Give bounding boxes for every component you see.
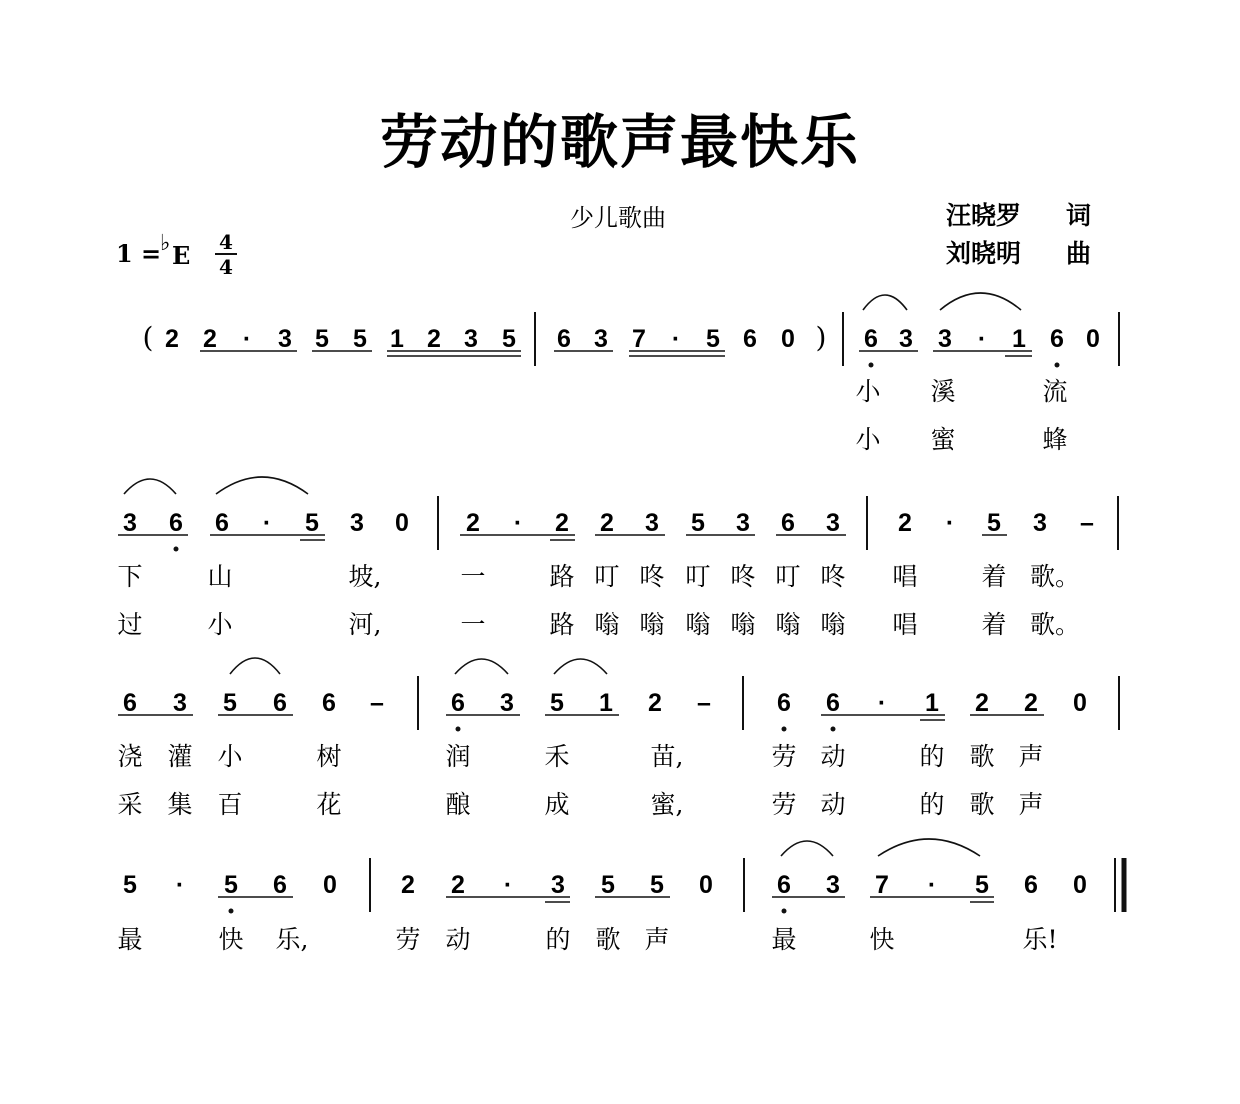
lyric-syllable: 小 bbox=[855, 425, 881, 454]
note: 6 bbox=[451, 689, 465, 717]
lyric-syllable: 流 bbox=[1042, 377, 1068, 406]
note: 0 bbox=[1073, 871, 1087, 899]
note: 1 bbox=[925, 689, 939, 717]
note: 2 bbox=[555, 509, 569, 537]
lyric-syllable: 采 bbox=[117, 790, 143, 819]
note: 3 bbox=[500, 689, 514, 717]
dotted-rhythm: · bbox=[242, 325, 252, 353]
song-title: 劳动的歌声最快乐 bbox=[379, 108, 861, 176]
note: 6 bbox=[781, 509, 795, 537]
note: 6 bbox=[215, 509, 229, 537]
lyric-syllable: 动 bbox=[445, 925, 471, 954]
lyric-syllable: 最 bbox=[117, 925, 143, 954]
note: 6 bbox=[826, 689, 840, 717]
lyric-syllable: 嗡 bbox=[820, 610, 846, 639]
lyric-syllable: 山 bbox=[207, 562, 233, 591]
lyric-syllable: 声 bbox=[644, 925, 670, 954]
note: 2 bbox=[451, 871, 465, 899]
dotted-rhythm: · bbox=[927, 871, 937, 899]
lyric-syllable: 最 bbox=[771, 925, 797, 954]
dotted-rhythm: · bbox=[877, 689, 887, 717]
note: 6 bbox=[322, 689, 336, 717]
lyric-syllable: 百 bbox=[217, 790, 243, 819]
note: 6 bbox=[273, 871, 287, 899]
note: 5 bbox=[353, 325, 367, 353]
composer-role: 曲 bbox=[1066, 239, 1092, 268]
lyric-syllable: 成 bbox=[544, 790, 570, 819]
dotted-rhythm: · bbox=[977, 325, 987, 353]
note: 3 bbox=[645, 509, 659, 537]
score-row bbox=[117, 477, 1118, 639]
note: 7 bbox=[632, 325, 646, 353]
note: 3 bbox=[350, 509, 364, 537]
lyric-syllable: 嗡 bbox=[685, 610, 711, 639]
lyric-syllable: 乐, bbox=[275, 925, 309, 954]
sustain-dash: – bbox=[370, 689, 384, 717]
note: 6 bbox=[1024, 871, 1038, 899]
note: 5 bbox=[315, 325, 329, 353]
lyric-syllable: 河, bbox=[348, 610, 382, 639]
dotted-rhythm: · bbox=[945, 509, 955, 537]
lyric-syllable: 一 bbox=[460, 562, 486, 591]
parenthesis: ( bbox=[142, 321, 154, 354]
lyric-syllable: 歌 bbox=[595, 925, 621, 954]
lyric-syllable: 禾 bbox=[544, 742, 570, 771]
note: 3 bbox=[826, 871, 840, 899]
dotted-rhythm: · bbox=[503, 871, 513, 899]
lyric-syllable: 小 bbox=[217, 742, 243, 771]
sustain-dash: – bbox=[697, 689, 711, 717]
note: 1 bbox=[1012, 325, 1026, 353]
lyric-syllable: 一 bbox=[460, 610, 486, 639]
note: 3 bbox=[594, 325, 608, 353]
note: 5 bbox=[691, 509, 705, 537]
note: 2 bbox=[427, 325, 441, 353]
slur bbox=[940, 293, 1021, 310]
lyric-syllable: 歌 bbox=[969, 790, 995, 819]
lyric-syllable: 的 bbox=[545, 925, 571, 954]
lyric-syllable: 声 bbox=[1018, 742, 1044, 771]
lyric-syllable: 劳 bbox=[771, 742, 797, 771]
lyric-syllable: 溪 bbox=[930, 377, 956, 406]
parenthesis: ) bbox=[815, 321, 827, 354]
lyric-syllable: 的 bbox=[919, 790, 945, 819]
lyric-syllable: 声 bbox=[1018, 790, 1044, 819]
note: 0 bbox=[781, 325, 795, 353]
lyric-syllable: 蜜 bbox=[930, 425, 956, 454]
slur bbox=[230, 658, 280, 674]
low-octave-dot bbox=[831, 727, 836, 732]
note: 0 bbox=[395, 509, 409, 537]
lyric-syllable: 小 bbox=[207, 610, 233, 639]
lyric-syllable: 小 bbox=[855, 377, 881, 406]
lyric-syllable: 劳 bbox=[395, 925, 421, 954]
note: 2 bbox=[466, 509, 480, 537]
lyric-syllable: 浇 bbox=[117, 742, 143, 771]
note: 0 bbox=[323, 871, 337, 899]
low-octave-dot bbox=[869, 363, 874, 368]
lyric-syllable: 集 bbox=[167, 790, 193, 819]
slur bbox=[216, 477, 308, 494]
lyricist-role: 词 bbox=[1066, 201, 1092, 230]
lyric-syllable: 咚 bbox=[730, 562, 756, 591]
note: 6 bbox=[777, 871, 791, 899]
score-row bbox=[143, 293, 1119, 454]
note: 5 bbox=[601, 871, 615, 899]
lyric-syllable: 叮 bbox=[685, 562, 711, 591]
note: 0 bbox=[1086, 325, 1100, 353]
dotted-rhythm: · bbox=[671, 325, 681, 353]
note: 5 bbox=[987, 509, 1001, 537]
lyric-syllable: 过 bbox=[117, 610, 143, 639]
time-signature-bottom: 4 bbox=[219, 255, 233, 279]
lyric-syllable: 嗡 bbox=[730, 610, 756, 639]
composer-name: 刘晓明 bbox=[946, 239, 1022, 268]
key-tonic: E bbox=[172, 241, 191, 270]
lyric-syllable: 叮 bbox=[594, 562, 620, 591]
lyric-syllable: 酿 bbox=[445, 790, 471, 819]
slur bbox=[863, 295, 907, 310]
note: 2 bbox=[898, 509, 912, 537]
lyric-syllable: 咚 bbox=[820, 562, 846, 591]
note: 3 bbox=[123, 509, 137, 537]
slur bbox=[455, 659, 508, 674]
note: 2 bbox=[648, 689, 662, 717]
low-octave-dot bbox=[782, 909, 787, 914]
note: 6 bbox=[743, 325, 757, 353]
lyric-syllable: 灌 bbox=[167, 742, 193, 771]
lyric-syllable: 蜜, bbox=[650, 790, 684, 819]
lyric-syllable: 咚 bbox=[639, 562, 665, 591]
note: 1 bbox=[599, 689, 613, 717]
note: 2 bbox=[975, 689, 989, 717]
low-octave-dot bbox=[174, 547, 179, 552]
lyric-syllable: 着 bbox=[981, 562, 1007, 591]
lyric-syllable: 唱 bbox=[892, 610, 918, 639]
sustain-dash: – bbox=[1080, 509, 1094, 537]
note: 3 bbox=[736, 509, 750, 537]
note: 1 bbox=[390, 325, 404, 353]
note: 3 bbox=[173, 689, 187, 717]
note: 2 bbox=[203, 325, 217, 353]
note: 7 bbox=[875, 871, 889, 899]
low-octave-dot bbox=[456, 727, 461, 732]
note: 6 bbox=[864, 325, 878, 353]
lyric-syllable: 乐! bbox=[1022, 925, 1058, 954]
note: 0 bbox=[1073, 689, 1087, 717]
song-genre: 少儿歌曲 bbox=[570, 204, 666, 232]
note: 3 bbox=[899, 325, 913, 353]
lyric-syllable: 下 bbox=[117, 562, 143, 591]
time-signature-top: 4 bbox=[219, 230, 233, 254]
lyric-syllable: 叮 bbox=[775, 562, 801, 591]
lyric-syllable: 动 bbox=[820, 790, 846, 819]
note: 2 bbox=[401, 871, 415, 899]
note: 3 bbox=[278, 325, 292, 353]
slur bbox=[554, 659, 607, 674]
note: 5 bbox=[224, 871, 238, 899]
note: 6 bbox=[273, 689, 287, 717]
score-row bbox=[117, 658, 1119, 819]
lyric-syllable: 路 bbox=[549, 610, 575, 639]
slur bbox=[124, 479, 176, 494]
dotted-rhythm: · bbox=[175, 871, 185, 899]
lyric-syllable: 唱 bbox=[892, 562, 918, 591]
note: 5 bbox=[223, 689, 237, 717]
note: 5 bbox=[975, 871, 989, 899]
lyric-syllable: 快 bbox=[869, 925, 895, 954]
lyric-syllable: 坡, bbox=[348, 562, 382, 591]
low-octave-dot bbox=[1055, 363, 1060, 368]
note: 6 bbox=[557, 325, 571, 353]
key-flat: ♭ bbox=[160, 230, 171, 256]
score-rows bbox=[117, 293, 1124, 954]
note: 5 bbox=[650, 871, 664, 899]
note: 3 bbox=[551, 871, 565, 899]
slur bbox=[781, 841, 833, 856]
note: 3 bbox=[464, 325, 478, 353]
slur bbox=[878, 839, 980, 856]
note: 2 bbox=[600, 509, 614, 537]
lyric-syllable: 蜂 bbox=[1042, 425, 1068, 454]
lyric-syllable: 嗡 bbox=[594, 610, 620, 639]
lyric-syllable: 路 bbox=[549, 562, 575, 591]
lyric-syllable: 歌 bbox=[969, 742, 995, 771]
note: 5 bbox=[502, 325, 516, 353]
score-row bbox=[117, 839, 1124, 954]
lyric-syllable: 动 bbox=[820, 742, 846, 771]
note: 6 bbox=[123, 689, 137, 717]
lyricist-name: 汪晓罗 bbox=[946, 201, 1022, 230]
lyric-syllable: 歌。 bbox=[1029, 610, 1081, 639]
note: 5 bbox=[550, 689, 564, 717]
note: 5 bbox=[706, 325, 720, 353]
lyric-syllable: 嗡 bbox=[775, 610, 801, 639]
note: 0 bbox=[699, 871, 713, 899]
low-octave-dot bbox=[782, 727, 787, 732]
note: 5 bbox=[305, 509, 319, 537]
note: 6 bbox=[777, 689, 791, 717]
lyric-syllable: 劳 bbox=[771, 790, 797, 819]
note: 2 bbox=[1024, 689, 1038, 717]
lyric-syllable: 苗, bbox=[650, 742, 684, 771]
note: 3 bbox=[1033, 509, 1047, 537]
lyric-syllable: 着 bbox=[981, 610, 1007, 639]
lyric-syllable: 的 bbox=[919, 742, 945, 771]
note: 2 bbox=[165, 325, 179, 353]
dotted-rhythm: · bbox=[513, 509, 523, 537]
key-prefix: 1 = bbox=[116, 239, 162, 268]
low-octave-dot bbox=[229, 909, 234, 914]
lyric-syllable: 快 bbox=[218, 925, 244, 954]
note: 6 bbox=[1050, 325, 1064, 353]
note: 5 bbox=[123, 871, 137, 899]
lyric-syllable: 歌。 bbox=[1029, 562, 1081, 591]
lyric-syllable: 嗡 bbox=[639, 610, 665, 639]
lyric-syllable: 润 bbox=[445, 742, 471, 771]
dotted-rhythm: · bbox=[262, 509, 272, 537]
note: 3 bbox=[826, 509, 840, 537]
lyric-syllable: 花 bbox=[316, 790, 342, 819]
note: 3 bbox=[938, 325, 952, 353]
lyric-syllable: 树 bbox=[316, 742, 342, 771]
note: 6 bbox=[169, 509, 183, 537]
